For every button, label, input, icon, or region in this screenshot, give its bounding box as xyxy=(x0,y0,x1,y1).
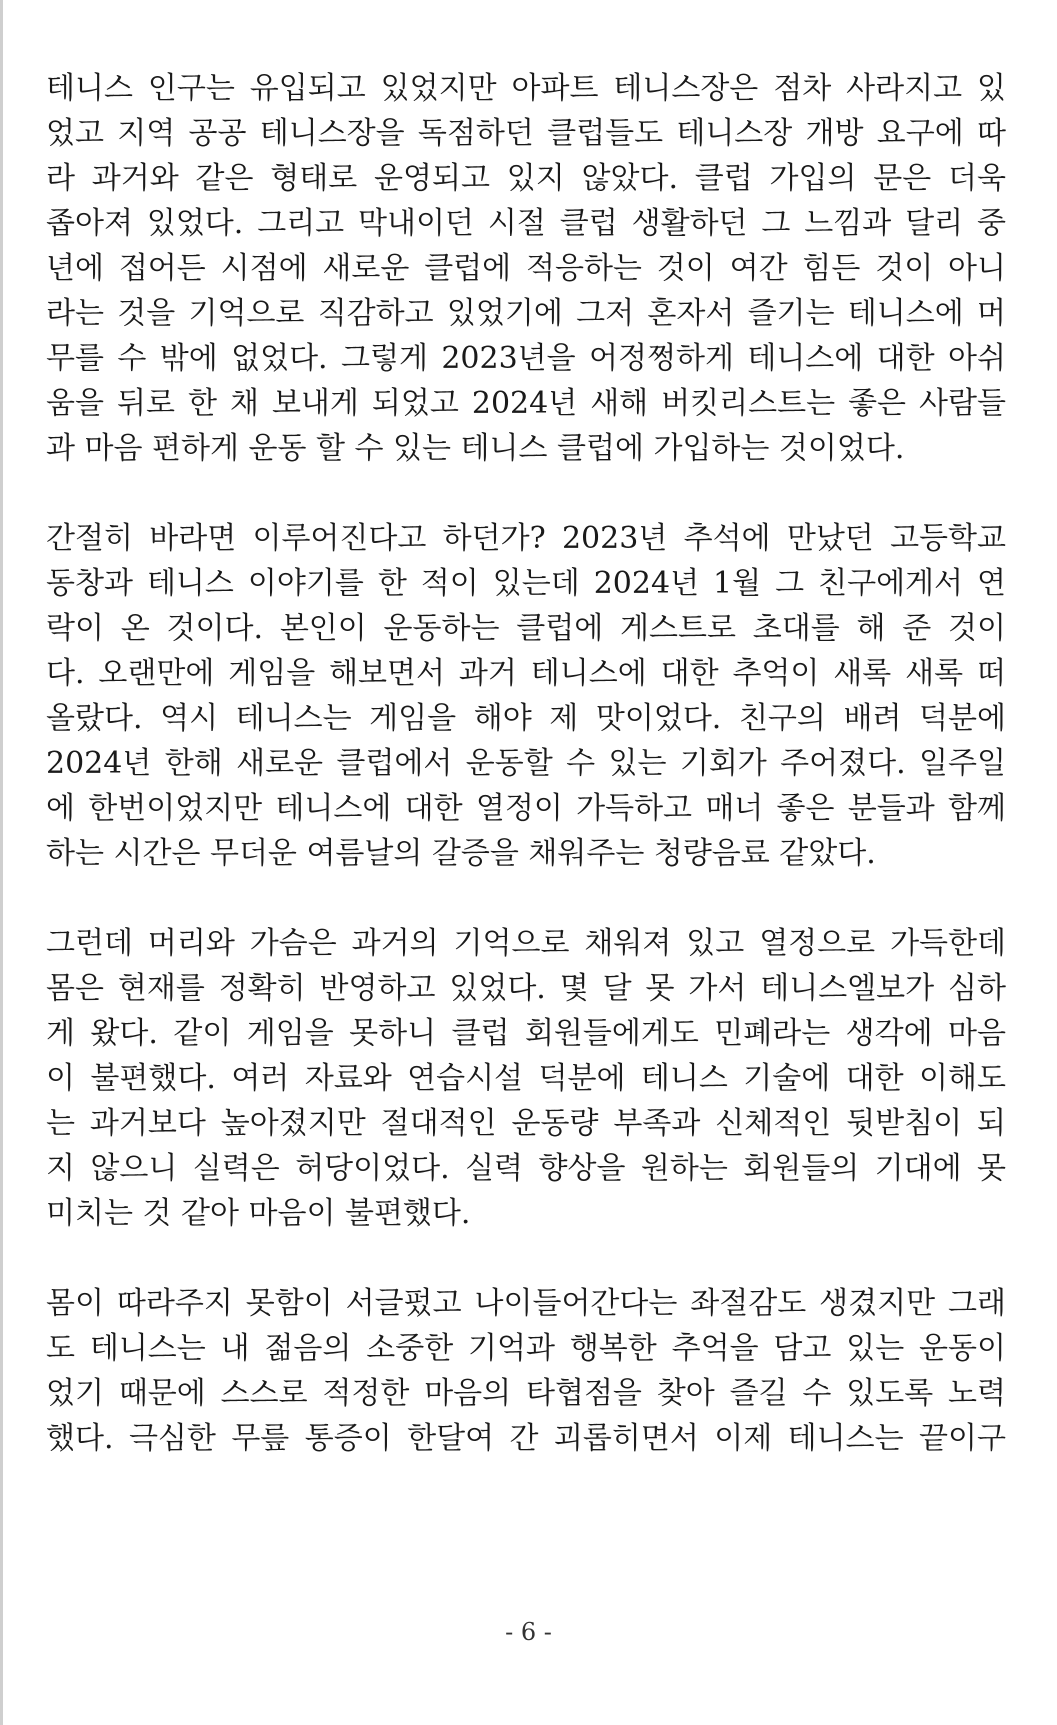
paragraph-3 xyxy=(46,921,1006,1236)
text-line: 동창과 테니스 이야기를 한 적이 있는데 2024년 1월 그 친구에게서 연 xyxy=(46,566,1006,601)
text-line: 미치는 것 같아 마음이 불편했다. xyxy=(46,1196,471,1231)
text-line: 몸이 따라주지 못함이 서글펐고 나이들어간다는 좌절감도 생겼지만 그래 xyxy=(46,1286,1006,1321)
text-line: 올랐다. 역시 테니스는 게임을 해야 제 맛이었다. 친구의 배려 덕분에 xyxy=(46,701,1006,736)
text-line: 다. 오랜만에 게임을 해보면서 과거 테니스에 대한 추억이 새록 새록 떠 xyxy=(46,656,1006,691)
text-line: 무를 수 밖에 없었다. 그렇게 2023년을 어정쩡하게 테니스에 대한 아쉬 xyxy=(46,341,1006,376)
text-line: 과 마음 편하게 운동 할 수 있는 테니스 클럽에 가입하는 것이었다. xyxy=(46,431,905,466)
text-line: 에 한번이었지만 테니스에 대한 열정이 가득하고 매너 좋은 분들과 함께 xyxy=(46,791,1006,826)
text-line: 었기 때문에 스스로 적정한 마음의 타협점을 찾아 즐길 수 있도록 노력 xyxy=(46,1376,1006,1411)
text-line: 었고 지역 공공 테니스장을 독점하던 클럽들도 테니스장 개방 요구에 따 xyxy=(46,116,1006,151)
text-line: 이 불편했다. 여러 자료와 연습시설 덕분에 테니스 기술에 대한 이해도 xyxy=(46,1061,1006,1096)
text-line: 움을 뒤로 한 채 보내게 되었고 2024년 새해 버킷리스트는 좋은 사람들 xyxy=(46,386,1006,421)
paragraph-1 xyxy=(46,66,1006,471)
text-line: 간절히 바라면 이루어진다고 하던가? 2023년 추석에 만났던 고등학교 xyxy=(46,521,1006,556)
text-line: 했다. 극심한 무릎 통증이 한달여 간 괴롭히면서 이제 테니스는 끝이구 xyxy=(46,1421,1006,1456)
paragraph-2 xyxy=(46,516,1006,876)
text-line: 년에 접어든 시점에 새로운 클럽에 적응하는 것이 여간 힘든 것이 아니 xyxy=(46,251,1006,286)
text-line: 몸은 현재를 정확히 반영하고 있었다. 몇 달 못 가서 테니스엘보가 심하 xyxy=(46,971,1006,1006)
text-line: 락이 온 것이다. 본인이 운동하는 클럽에 게스트로 초대를 해 준 것이 xyxy=(46,611,1006,646)
text-line: 는 과거보다 높아졌지만 절대적인 운동량 부족과 신체적인 뒷받침이 되 xyxy=(46,1106,1006,1141)
text-line: 그런데 머리와 가슴은 과거의 기억으로 채워져 있고 열정으로 가득한데 xyxy=(46,926,1006,961)
document-body xyxy=(46,66,1006,1506)
paragraph-4 xyxy=(46,1281,1006,1461)
text-line: 좁아져 있었다. 그리고 막내이던 시절 클럽 생활하던 그 느낌과 달리 중 xyxy=(46,206,1006,241)
text-line: 도 테니스는 내 젊음의 소중한 기억과 행복한 추억을 담고 있는 운동이 xyxy=(46,1331,1006,1366)
text-line: 2024년 한해 새로운 클럽에서 운동할 수 있는 기회가 주어졌다. 일주일 xyxy=(46,746,1006,781)
text-line: 게 왔다. 같이 게임을 못하니 클럽 회원들에게도 민폐라는 생각에 마음 xyxy=(46,1016,1006,1051)
text-line: 라 과거와 같은 형태로 운영되고 있지 않았다. 클럽 가입의 문은 더욱 xyxy=(46,161,1006,196)
page-number: - 6 - xyxy=(505,1618,552,1646)
page-edge-line xyxy=(0,0,3,1725)
text-line: 지 않으니 실력은 허당이었다. 실력 향상을 원하는 회원들의 기대에 못 xyxy=(46,1151,1006,1186)
text-line: 하는 시간은 무더운 여름날의 갈증을 채워주는 청량음료 같았다. xyxy=(46,836,876,871)
text-line: 라는 것을 기억으로 직감하고 있었기에 그저 혼자서 즐기는 테니스에 머 xyxy=(46,296,1006,331)
text-line: 테니스 인구는 유입되고 있었지만 아파트 테니스장은 점차 사라지고 있 xyxy=(46,71,1006,106)
